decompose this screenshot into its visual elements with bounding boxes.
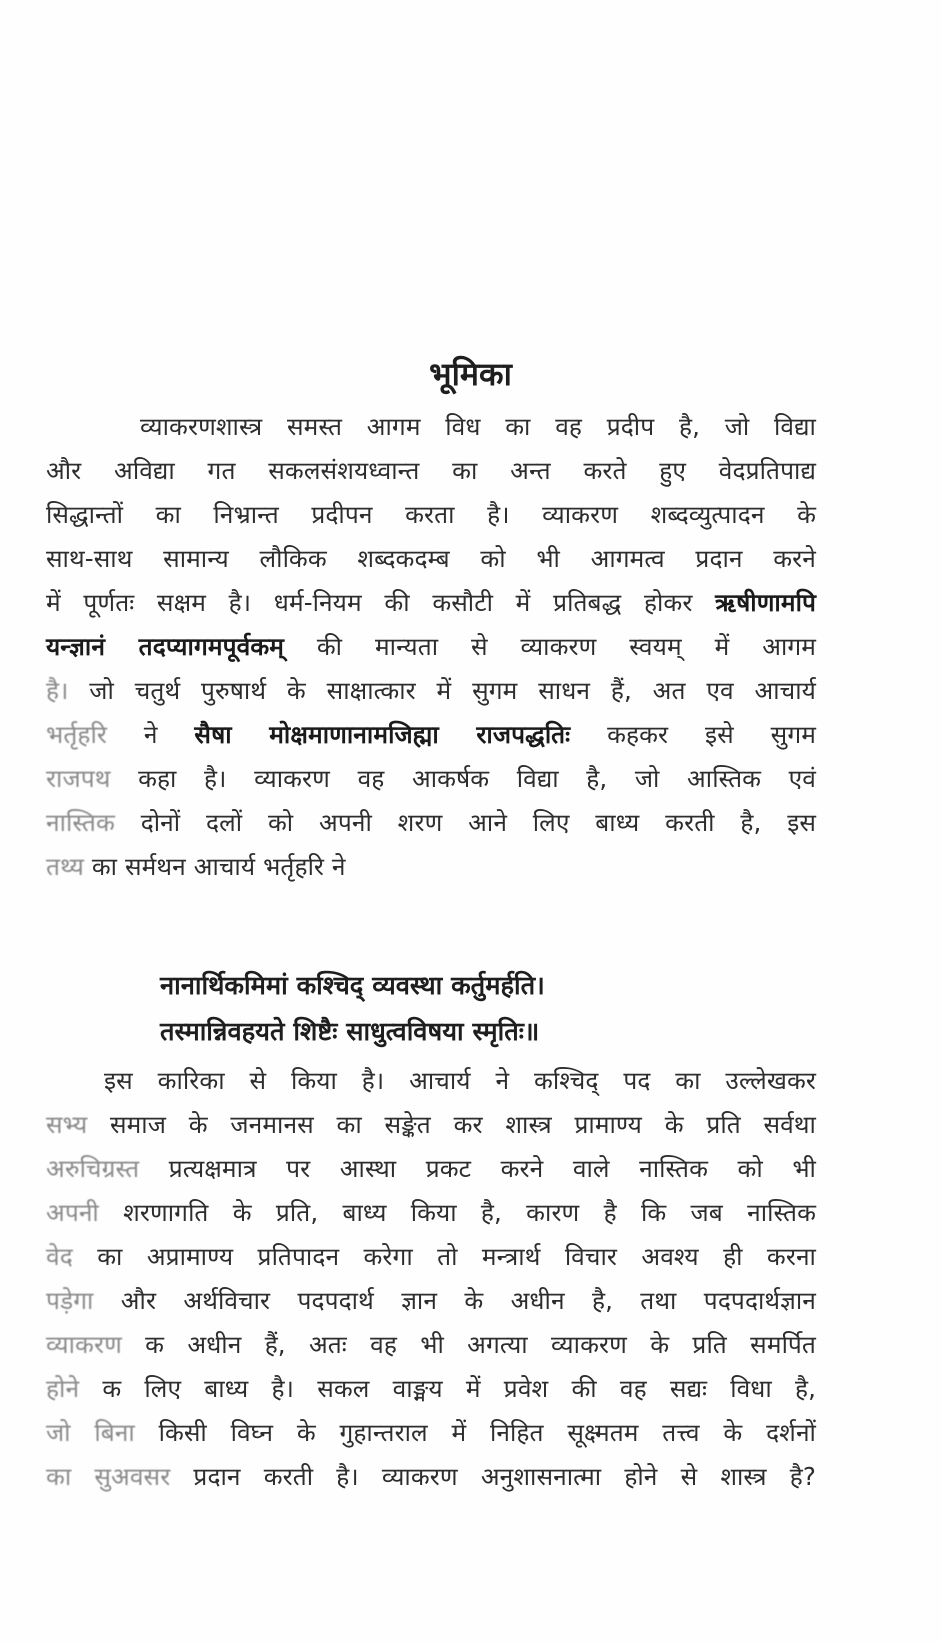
sanskrit-quote: यन्ज्ञानं तदप्यागमपूर्वकम् xyxy=(46,632,284,661)
text-line: साथ-साथ सामान्य लौकिक शब्दकदम्ब को भी आगमत्व प्रदान करने xyxy=(46,544,816,573)
text-line: और अविद्या गत सकलसंशयध्वान्त का अन्त करते हुए वेदप्रतिपाद्य xyxy=(46,456,816,485)
text-line: भर्तृहरि ने सैषा मोक्षमाणानामजिह्मा राजपद्धतिः कहकर इसे सुगम xyxy=(46,720,816,749)
text-line: तथ्य का सर्मथन आचार्य भर्तृहरि ने xyxy=(46,852,346,881)
sanskrit-quote: ऋषीणामपि xyxy=(715,588,816,617)
text-line: राजपथ कहा है। व्याकरण वह आकर्षक विद्या है, जो आस्तिक एवं xyxy=(46,764,816,793)
page-title: भूमिका xyxy=(429,355,512,393)
text-line: नास्तिक दोनों दलों को अपनी शरण आने लिए बाध्य करती है, इस xyxy=(46,808,816,837)
text-line: यन्ज्ञानं तदप्यागमपूर्वकम् की मान्यता से व्याकरण स्वयम् में आगम xyxy=(46,632,816,661)
text-line: सिद्धान्तों का निभ्रान्त प्रदीपन करता है। व्याकरण शब्दव्युत्पादन के xyxy=(46,500,816,529)
text-line: इस कारिका से किया है। आचार्य ने कश्चिद् पद का उल्लेखकर xyxy=(104,1066,816,1095)
verse-line-1: नानार्थिकमिमां कश्चिद् व्यवस्था कर्तुमर्हति। xyxy=(160,971,545,1001)
sanskrit-quote: सैषा मोक्षमाणानामजिह्मा राजपद्धतिः xyxy=(194,720,571,749)
verse-line-2: तस्मान्निवहयते शिष्टैः साधुत्वविषया स्मृतिः॥ xyxy=(160,1017,540,1047)
text-line: पड़ेगा और अर्थविचार पदपदार्थ ज्ञान के अधीन है, तथा पदपदार्थज्ञान xyxy=(46,1286,816,1315)
text-line: अपनी शरणागति के प्रति, बाध्य किया है, कारण है कि जब नास्तिक xyxy=(46,1198,816,1227)
text-line: जो बिना किसी विघ्न के गुहान्तराल में निहित सूक्ष्मतम तत्त्व के दर्शनों xyxy=(46,1418,816,1447)
text-line: है। जो चतुर्थ पुरुषार्थ के साक्षात्कार में सुगम साधन हैं, अत एव आचार्य xyxy=(46,676,816,705)
text-line: व्याकरण क अधीन हैं, अतः वह भी अगत्या व्याकरण के प्रति समर्पित xyxy=(46,1330,816,1359)
text-line: का सुअवसर प्रदान करती है। व्याकरण अनुशासनात्मा होने से शास्त्र है? xyxy=(46,1462,816,1491)
text-line: अरुचिग्रस्त प्रत्यक्षमात्र पर आस्था प्रकट करने वाले नास्तिक को भी xyxy=(46,1154,816,1183)
text-line: होने क लिए बाध्य है। सकल वाङ्मय में प्रवेश की वह सद्यः विधा है, xyxy=(46,1374,816,1403)
text-line: वेद का अप्रामाण्य प्रतिपादन करेगा तो मन्त्रार्थ विचार अवश्य ही करना xyxy=(46,1242,816,1271)
text-line: सभ्य समाज के जनमानस का सङ्केत कर शास्त्र प्रामाण्य के प्रति सर्वथा xyxy=(46,1110,816,1139)
text-line: व्याकरणशास्त्र समस्त आगम विध का वह प्रदीप है, जो विद्या xyxy=(140,412,816,441)
text-line: में पूर्णतः सक्षम है। धर्म-नियम की कसौटी में प्रतिबद्ध होकर ऋषीणामपि xyxy=(46,588,816,617)
